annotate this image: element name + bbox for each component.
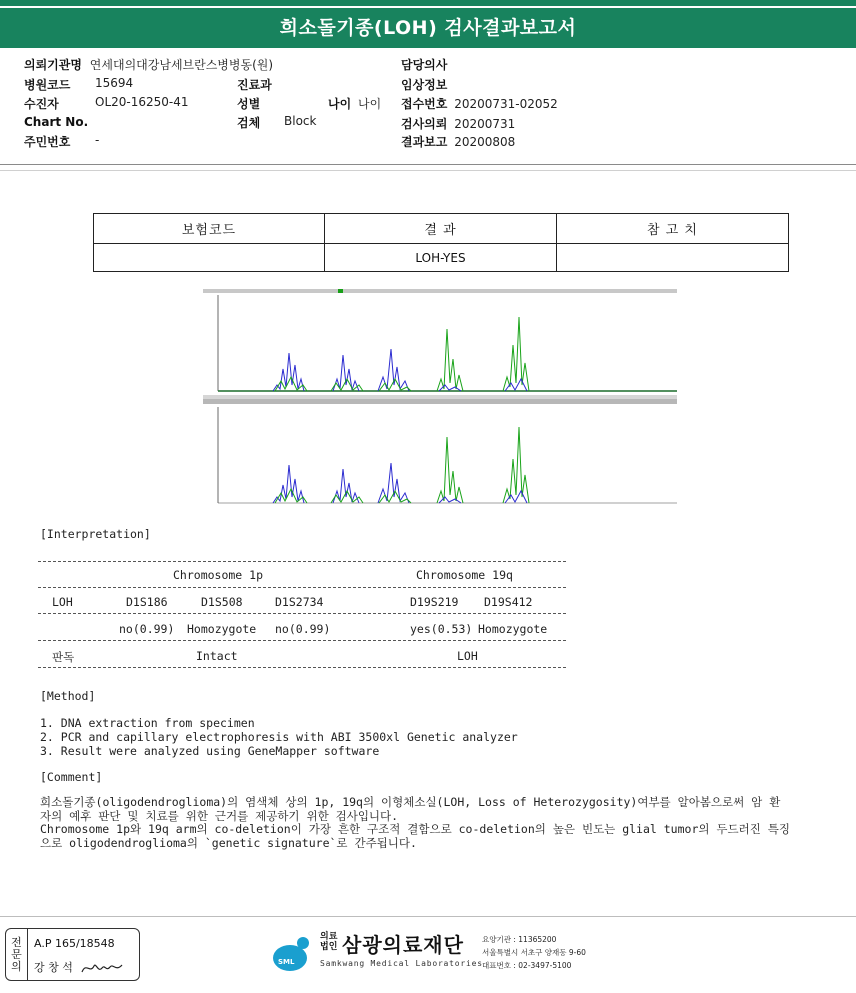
stamp-side-label (6, 929, 28, 980)
receipt-no-value: 20200731-02052 (454, 97, 558, 111)
sex-field (237, 95, 260, 112)
interp-rule (38, 667, 566, 668)
result-d1s186: no(0.99) (119, 622, 175, 636)
method-list (40, 716, 518, 758)
specimen-no-field (24, 95, 189, 112)
result-table-row (94, 244, 789, 272)
department-field (237, 76, 272, 93)
age-field (328, 95, 381, 112)
specimen-no-label: 수진자 (24, 97, 59, 111)
header-top-line (0, 0, 856, 6)
stamp-license: A.P 165/18548 (34, 937, 115, 950)
age-label: 나이 (328, 97, 352, 111)
marker-d19s219: D19S219 (410, 595, 459, 609)
marker-d19s412: D19S412 (484, 595, 533, 609)
judgment-19q: LOH (457, 649, 478, 663)
comment-title: [Comment] (40, 770, 103, 784)
method-title: [Method] (40, 689, 96, 703)
institution-label: 의뢰기관명 (24, 58, 82, 72)
signature-icon (80, 960, 124, 976)
stamp-signature (34, 959, 124, 976)
logo-contact-info (482, 933, 586, 972)
id-field (24, 133, 100, 150)
judgment-label: 판독 (52, 650, 75, 664)
result-table-header-row (94, 214, 789, 244)
interp-rule (38, 613, 566, 614)
report-date-field (401, 133, 515, 150)
cell-reference (557, 244, 789, 272)
cell-result: LOH-YES (325, 244, 557, 272)
electropherogram-svg (203, 289, 677, 507)
panel2-top-bar (203, 399, 677, 404)
interp-rule (38, 640, 566, 641)
logo-legal-line: 법인 (320, 942, 338, 952)
report-header (0, 0, 856, 48)
doctor-field (401, 56, 447, 73)
specimen-no-value: OL20-16250-41 (95, 95, 189, 109)
comment-line: 으로 oligodendroglioma의 `genetic signature`로 간주됩니다. (40, 835, 417, 850)
chart-no-field (24, 115, 88, 129)
institution-field (24, 56, 273, 73)
report-date-label: 결과보고 (401, 135, 448, 149)
sml-logo-icon (270, 934, 316, 974)
chart-no-label: Chart No. (24, 115, 89, 129)
stamp-side-char: 전 (11, 935, 22, 949)
hospital-code-field (24, 76, 134, 93)
logo-english: Samkwang Medical Laboratories (320, 959, 483, 968)
logo-name: 삼광의료재단 (342, 933, 464, 957)
receipt-no-field (401, 95, 558, 112)
comment-line: Chromosome 1p와 19q arm의 co-deletion이 가장 흔한 구조적 결함으로 co-deletion의 높은 빈도는 glial tumor의 두드러진 특징 (40, 822, 790, 836)
comment-line: 자의 예후 판단 및 치료를 위한 근거를 제공하기 위한 검사입니다. (40, 808, 399, 823)
stamp-side-char: 문 (11, 947, 22, 961)
stamp-side-char: 의 (11, 959, 22, 973)
marker-d1s186: D1S186 (126, 595, 168, 609)
patient-info (0, 48, 856, 165)
hospital-code-value: 15694 (95, 76, 134, 90)
interp-rule (38, 561, 566, 562)
result-table (93, 213, 789, 272)
marker-d1s508: D1S508 (201, 595, 243, 609)
chr1p-header: Chromosome 1p (173, 568, 264, 582)
electropherogram-image (203, 289, 677, 507)
stamp-name: 강 창 석 (34, 961, 73, 974)
specimen-value: Block (284, 114, 317, 128)
request-field (401, 115, 515, 132)
pathologist-stamp (5, 928, 140, 981)
info-line: 요양기관 : 11365200 (482, 935, 557, 944)
report-title: 희소돌기종(LOH) 검사결과보고서 (0, 8, 856, 48)
specimen-label: 검체 (237, 116, 261, 130)
hospital-code-label: 병원코드 (24, 78, 71, 92)
result-d1s508: Homozygote (187, 622, 257, 636)
request-value: 20200731 (454, 117, 516, 131)
method-line: 1. DNA extraction from specimen (40, 716, 255, 730)
interpretation-title: [Interpretation] (40, 527, 151, 541)
section-divider (0, 170, 856, 171)
panel-divider (203, 395, 677, 399)
specimen-field (237, 114, 317, 131)
header-reference: 참 고 치 (557, 214, 789, 244)
panel2-peaks (273, 427, 529, 503)
marker-d1s2734: D1S2734 (275, 595, 324, 609)
age-value: 나이 (358, 97, 382, 111)
info-line: 서울특별시 서초구 양재동 9-60 (482, 948, 586, 957)
request-label: 검사의뢰 (401, 117, 448, 131)
panel1-top-bar (203, 289, 677, 293)
panel1-peaks (273, 317, 529, 391)
cell-insurance-code (94, 244, 325, 272)
report-date-value: 20200808 (454, 135, 516, 149)
result-d19s412: Homozygote (478, 622, 548, 636)
method-line: 2. PCR and capillary electrophoresis with ABI 3500xl Genetic analyzer (40, 730, 518, 744)
loh-label: LOH (52, 595, 73, 609)
comment-line: 희소돌기종(oligodendroglioma)의 염색체 상의 1p, 19q의 이형체소실(LOH, Loss of Heterozygosity)여부를 알아봄으로써 암 환 (40, 795, 781, 809)
interpretation-table (38, 556, 566, 670)
department-label: 진료과 (237, 78, 272, 92)
result-d1s2734: no(0.99) (275, 622, 331, 636)
sml-logo (270, 928, 600, 978)
header-insurance-code: 보험코드 (94, 214, 325, 244)
sml-logo-text: SML (278, 958, 295, 966)
receipt-no-label: 접수번호 (401, 97, 448, 111)
chr19q-header: Chromosome 19q (416, 568, 513, 582)
doctor-label: 담당의사 (401, 58, 448, 72)
id-label: 주민번호 (24, 135, 71, 149)
id-value: - (95, 133, 100, 147)
panel1-marker (338, 289, 343, 293)
institution-value: 연세대의대강남세브란스병병동(원) (89, 58, 274, 72)
judgment-1p: Intact (196, 649, 238, 663)
method-line: 3. Result were analyzed using GeneMapper software (40, 744, 380, 758)
comment-text (40, 796, 850, 850)
footer-divider (0, 916, 856, 917)
info-line: 대표번호 : 02-3497-5100 (482, 961, 572, 970)
logo-legal (320, 932, 337, 952)
sex-label: 성별 (237, 97, 261, 111)
header-result: 결 과 (325, 214, 557, 244)
result-d19s219: yes(0.53) (410, 622, 473, 636)
interp-rule (38, 587, 566, 588)
logo-legal-line: 의료 (320, 932, 338, 942)
clinical-label: 임상정보 (401, 78, 448, 92)
clinical-field (401, 76, 447, 93)
